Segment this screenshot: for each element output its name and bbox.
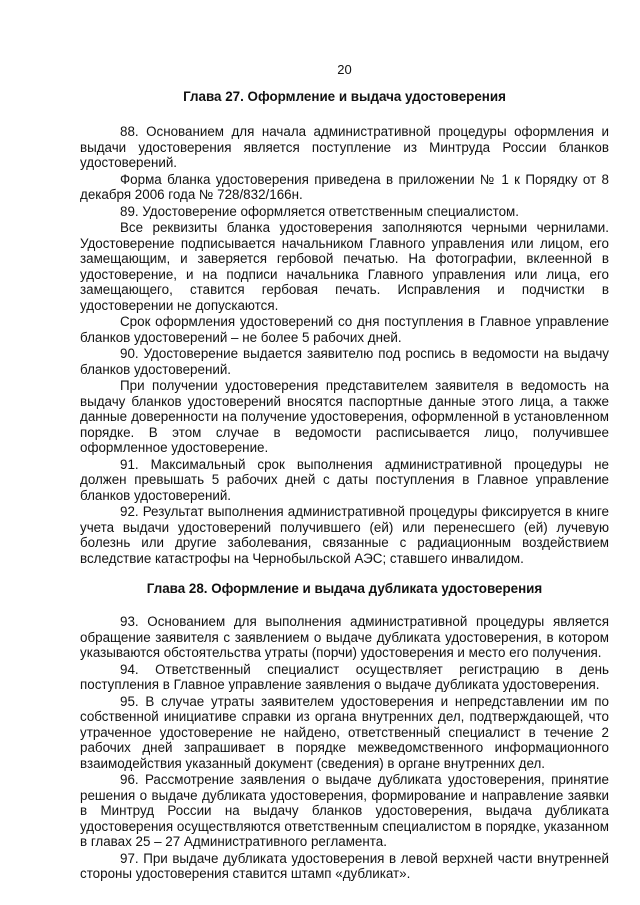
chapter-title: Глава 27. Оформление и выдача удостоверения xyxy=(183,89,506,104)
chapter-28 xyxy=(80,580,609,882)
paragraph-requisites: Все реквизиты бланка удостоверения заполняются черными чернилами. Удостоверение подписывается начальником Главного управления или лицом, его замещающим, и заверяется гербовой печатью. На фотографии, вклеенной в удостоверение, и на подписи начальника Главного управления или лица, его замещающего, ставится гербовая печать. Исправления и подчистки в удостоверении не допускаются. xyxy=(80,220,609,313)
paragraph-94: 94. Ответственный специалист осуществляет регистрацию в день поступления в Главное управление заявления о выдаче дубликата удостоверения. xyxy=(80,661,609,692)
paragraph-term: Срок оформления удостоверений со дня поступления в Главное управление бланков удостоверений – не более 5 рабочих дней. xyxy=(80,314,609,345)
chapter-title: Глава 28. Оформление и выдача дубликата удостоверения xyxy=(146,581,543,596)
paragraph-93: 93. Основанием для выполнения административной процедуры является обращение заявителя с заявлением о выдаче дубликата удостоверения, в котором указываются обстоятельства утраты (порчи) удостоверения и место его получения. xyxy=(80,614,609,660)
paragraph-89: 89. Удостоверение оформляется ответственным специалистом. xyxy=(120,203,519,219)
page-number: 20 xyxy=(337,62,352,77)
paragraph-92: 92. Результат выполнения административной процедуры фиксируется в книге учета выдачи удостоверений получившего (ей) или перенесшего (ей) лучевую болезнь или другие заболевания, связанные с радиационным воздействием вследствие катастрофы на Чернобыльской АЭС; ставшего инвалидом. xyxy=(80,504,609,566)
paragraph-97: 97. При выдаче дубликата удостоверения в левой верхней части внутренней стороны удостоверения ставится штамп «дубликат». xyxy=(80,850,609,881)
chapter-27 xyxy=(80,88,609,566)
paragraph-88: 88. Основанием для начала административной процедуры оформления и выдачи удостоверения является поступление из Минтруда России бланков удостоверений. xyxy=(80,124,609,170)
paragraph-form: Форма бланка удостоверения приведена в приложении № 1 к Порядку от 8 декабря 2006 года № 728/832/166н. xyxy=(80,171,609,202)
paragraph-representative: При получении удостоверения представителем заявителя в ведомость на выдачу бланков удостоверений вносятся паспортные данные этого лица, а также данные доверенности на получение удостоверения, оформленной в установленном порядке. В этом случае в ведомости расписывается лицо, получившее оформленное удостоверение. xyxy=(80,378,609,455)
paragraph-96: 96. Рассмотрение заявления о выдаче дубликата удостоверения, принятие решения о выдаче дубликата удостоверения, формирование и направление заявки в Минтруд России на выдачу бланков удостоверения, выдача дубликата удостоверения осуществляются ответственным специалистом в порядке, указанном в главах 25 – 27 Административного регламента. xyxy=(80,772,609,849)
paragraph-95: 95. В случае утраты заявителем удостоверения и непредставлении им по собственной инициативе справки из органа внутренних дел, подтверждающей, что утраченное удостоверение не найдено, ответственный специалист в течение 2 рабочих дней запрашивает в порядке межведомственного информационного взаимодействия указанный документ (сведения) в органе внутренних дел. xyxy=(80,693,609,771)
paragraph-91: 91. Максимальный срок выполнения административной процедуры не должен превышать 5 рабочих дней с даты поступления в Главное управление бланков удостоверений. xyxy=(80,456,609,503)
paragraph-90: 90. Удостоверение выдается заявителю под роспись в ведомости на выдачу бланков удостоверений. xyxy=(80,346,609,377)
